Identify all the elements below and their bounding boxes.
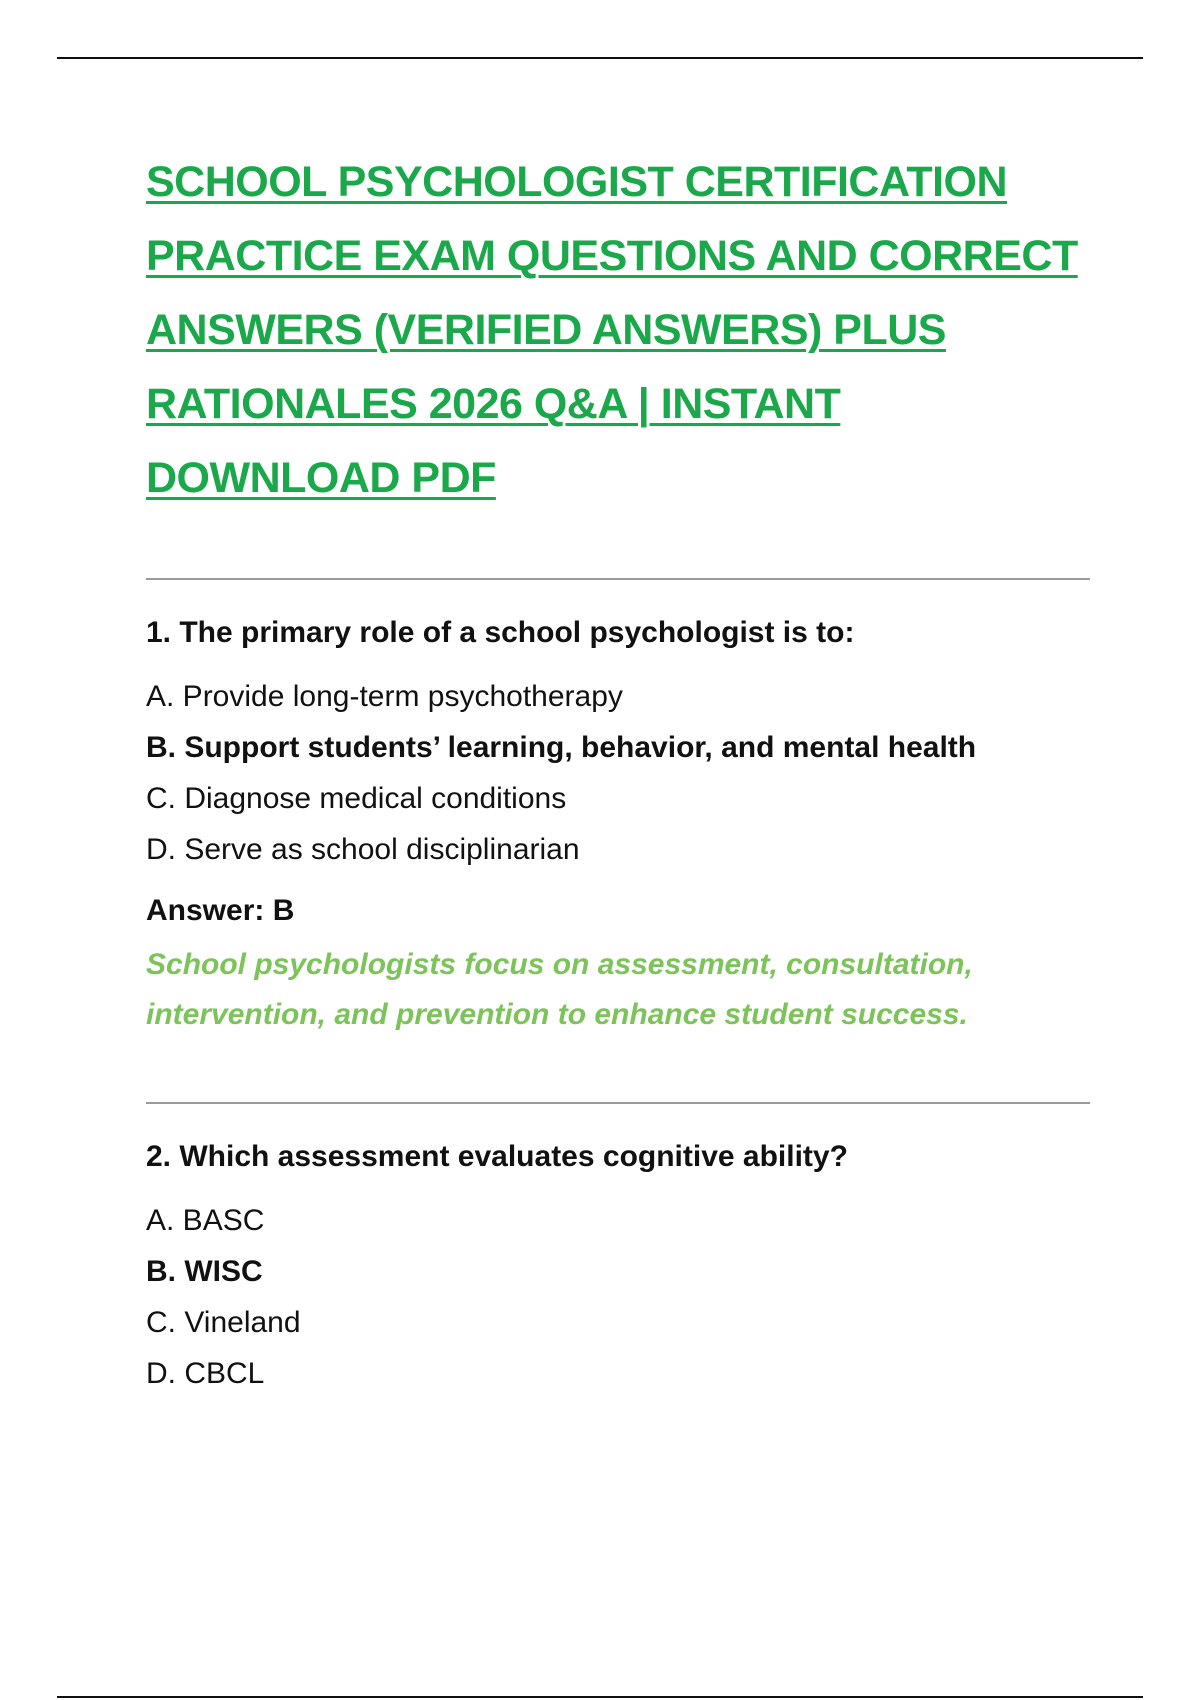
- question-block-2: [146, 1137, 1096, 1394]
- option-c: C. Diagnose medical conditions: [146, 782, 567, 815]
- option-d: D. Serve as school disciplinarian: [146, 833, 580, 866]
- title-line: ANSWERS (VERIFIED ANSWERS) PLUS: [146, 306, 946, 354]
- section-divider: [146, 1102, 1090, 1104]
- page-top-rule: [57, 57, 1143, 59]
- option-a: A. Provide long-term psychotherapy: [146, 680, 623, 713]
- answer-options: [146, 1201, 1096, 1394]
- option-b-correct: B. Support students’ learning, behavior, and mental health: [146, 731, 977, 764]
- title-line: DOWNLOAD PDF: [146, 454, 496, 502]
- question-block-1: [146, 613, 1096, 1040]
- question-stem: 1. The primary role of a school psychologist is to:: [146, 616, 855, 649]
- option-b-correct: B. WISC: [146, 1255, 263, 1288]
- answer-options: [146, 677, 1096, 870]
- answer-key: Answer: B: [146, 894, 295, 927]
- document-title: [146, 145, 1096, 515]
- page-bottom-rule: [57, 1696, 1143, 1698]
- title-line: SCHOOL PSYCHOLOGIST CERTIFICATION: [146, 158, 1008, 206]
- option-d: D. CBCL: [146, 1357, 265, 1390]
- title-line: PRACTICE EXAM QUESTIONS AND CORRECT: [146, 232, 1078, 280]
- option-c: C. Vineland: [146, 1306, 301, 1339]
- title-line: RATIONALES 2026 Q&A | INSTANT: [146, 380, 841, 428]
- document-body: [146, 145, 1096, 1405]
- rationale-text: School psychologists focus on assessment, consultation, intervention, and prevention to enhance student success.: [146, 948, 973, 1031]
- section-divider: [146, 578, 1090, 580]
- question-stem: 2. Which assessment evaluates cognitive ability?: [146, 1140, 848, 1173]
- option-a: A. BASC: [146, 1204, 265, 1237]
